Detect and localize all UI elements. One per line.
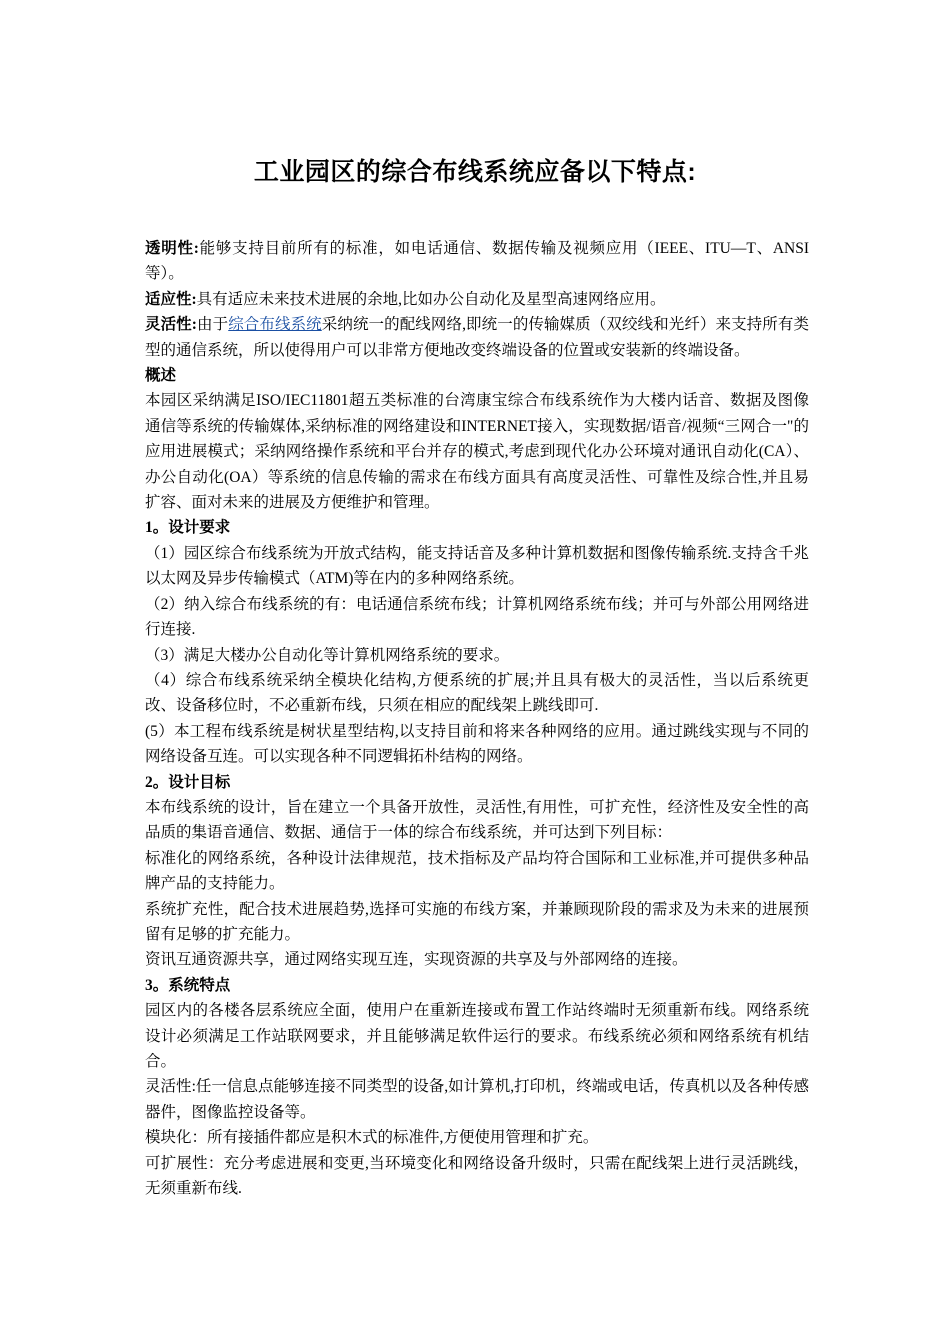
system-feature-item: 灵活性:任一信息点能够连接不同类型的设备,如计算机,打印机，终端或电话，传真机以及各种传感器件，图像监控设备等。 xyxy=(145,1078,809,1121)
requirement-item: （3）满足大楼办公自动化等计算机网络系统的要求。 xyxy=(145,646,510,664)
document-body xyxy=(145,236,809,1201)
overview-text: 本园区采纳满足ISO/IEC11801超五类标准的台湾康宝综合布线系统作为大楼内话音、数据及图像通信等系统的传输媒体,采纳标准的网络建设和INTERNET接入，实现数据/语音/视频“三网合一"的应用进展模式；采纳网络操作系统和平台并存的模式,考虑到现代化办公环境对通讯自动化(CA）、办公自动化(OA）等系统的信息传输的需求在布线方面具有高度灵活性、可靠性及综合性,并且易扩容、面对未来的进展及方便维护和管理。 xyxy=(145,392,809,512)
feature-label: 灵活性: xyxy=(145,316,197,334)
feature-text: 采纳统一的配线网络,即统一的传输媒质（双绞线和光纤）来支持所有类型的通信系统，所以使得用户可以非常方便地改变终端设备的位置或安装新的终端设备。 xyxy=(145,316,809,359)
system-features-heading: 3。系统特点 xyxy=(145,976,231,994)
feature-transparency xyxy=(145,236,809,287)
goal-item: 系统扩充性，配合技术进展趋势,选择可实施的布线方案，并兼顾现阶段的需求及为未来的进展预留有足够的扩充能力。 xyxy=(145,900,809,943)
feature-text: 能够支持目前所有的标准，如电话通信、数据传输及视频应用（IEEE、ITU—T、ANSI等）。 xyxy=(145,240,809,283)
requirement-item: （2）纳入综合布线系统的有：电话通信系统布线；计算机网络系统布线；并可与外部公用网络进行连接. xyxy=(145,595,809,639)
requirement-item: (5）本工程布线系统是树状星型结构,以支持目前和将来各种网络的应用。通过跳线实现与不同的网络设备互连。可以实现各种不同逻辑拓朴结构的网络。 xyxy=(145,722,809,766)
requirement-item: （1）园区综合布线系统为开放式结构，能支持话音及多种计算机数据和图像传输系统.支持含千兆以太网及异步传输模式（ATM)等在内的多种网络系统。 xyxy=(145,544,809,588)
feature-adaptability xyxy=(145,287,809,312)
document-title: 工业园区的综合布线系统应备以下特点: xyxy=(253,158,697,186)
design-requirements-heading: 1。设计要求 xyxy=(145,519,231,537)
feature-text: 具有适应未来技术进展的余地,比如办公自动化及星型高速网络应用。 xyxy=(196,290,666,308)
requirement-item: （4）综合布线系统采纳全模块化结构,方便系统的扩展;并且具有极大的灵活性，当以后系统更改、设备移位时，不必重新布线，只须在相应的配线架上跳线即可. xyxy=(145,671,809,715)
feature-label: 透明性: xyxy=(145,240,199,257)
system-feature-item: 园区内的各楼各层系统应全面，使用户在重新连接或布置工作站终端时无须重新布线。网络系统设计必须满足工作站联网要求，并且能够满足软件运行的要求。布线系统必须和网络系统有机结合。 xyxy=(145,1002,809,1070)
feature-text: 由于 xyxy=(196,316,229,334)
design-goals-heading: 2。设计目标 xyxy=(145,773,231,791)
integrated-cabling-link[interactable]: 综合布线系统 xyxy=(228,316,322,334)
system-feature-item: 可扩展性：充分考虑进展和变更,当环境变化和网络设备升级时，只需在配线架上进行灵活跳线，无须重新布线. xyxy=(145,1154,809,1198)
system-feature-item: 模块化：所有接插件都应是积木式的标准件,方便使用管理和扩充。 xyxy=(145,1129,599,1147)
goal-item: 本布线系统的设计，旨在建立一个具备开放性，灵活性,有用性，可扩充性，经济性及安全性的高品质的集语音通信、数据、通信于一体的综合布线系统，并可达到下列目标： xyxy=(145,798,809,842)
feature-flexibility xyxy=(145,312,809,363)
feature-label: 适应性: xyxy=(145,290,197,308)
goal-item: 标准化的网络系统，各种设计法律规范，技术指标及产品均符合国际和工业标准,并可提供多种品牌产品的支持能力。 xyxy=(145,849,809,893)
overview-heading: 概述 xyxy=(145,367,177,385)
goal-item: 资讯互通资源共享，通过网络实现互连，实现资源的共享及与外部网络的连接。 xyxy=(145,951,688,969)
